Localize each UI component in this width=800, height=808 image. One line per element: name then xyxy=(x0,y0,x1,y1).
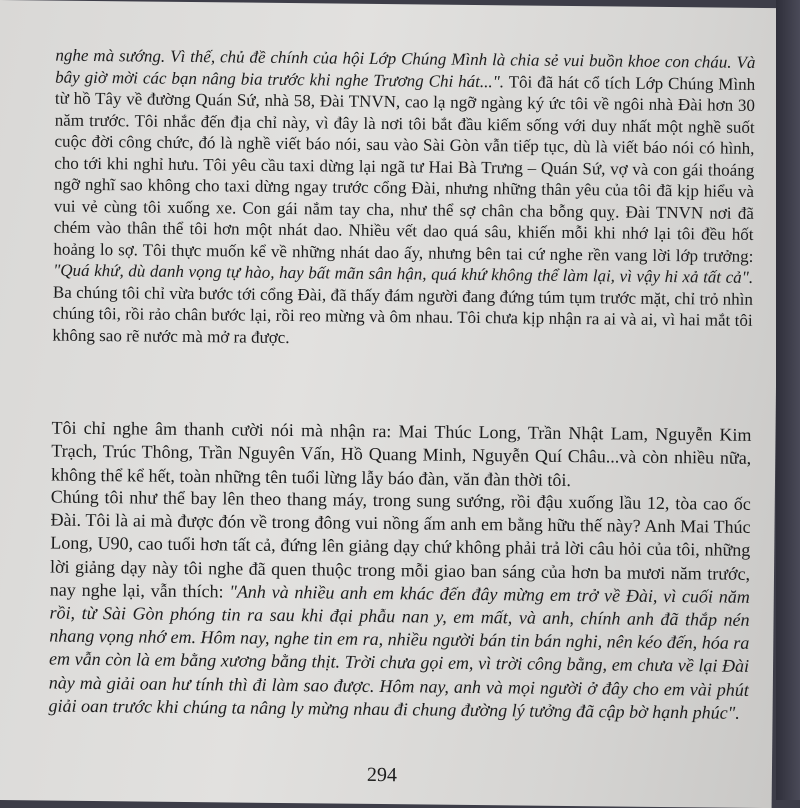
paragraph-3-body: Chúng tôi như thể bay lên theo thang máy, trong sung sướng, rồi đậu xuống lầu 12, tòa cao ốc Đài. Tôi là ai mà được đón về trong đông vui nồng ấm anh em bằng hữu thế này? Anh Mai Thúc Long, U90, cao tuổi hơn tất cả, đứng lên giảng dạy chứ không phải trả lời câu hỏi của tôi, những lời giảng dạy này tôi nghe đã quen thuộc trong mỗi giao ban sáng của hơn ba mươi năm trước, nay nghe lại, vẫn thích: xyxy=(49,486,751,602)
paragraph-1-body: Tôi đã hát cổ tích Lớp Chúng Mình từ hồ Tây về đường Quán Sứ, nhà 58, Đài TNVN, cao lạ ngỡ ngàng ký ức tôi về ngôi nhà Đài hơn 30 năm trước. Tôi nhắc đến địa chỉ này, vì đây là nơi tôi bắt đầu kiếm sống với duy nhất một nghề suốt cuộc đời công chức, đó là nghề viết báo nói, sau vào Sài Gòn vẫn tiếp tục, dù là viết báo nói có hình, cho tới khi nghỉ hưu. Tôi yêu cầu taxi dừng lại ngã tư Hai Bà Trưng – Quán Sứ, vợ và con gái thoáng ngỡ nghĩ sao không cho taxi dừng ngay trước cổng Đài, nhưng những thân yêu của tôi đã kịp hiểu và vui vẻ cùng tôi xuống xe. Con gái nắm tay cha, như thể sợ chân cha bỗng quỵ. Đài TNVN nơi đã chém vào thân thể tôi hơn một nhát dao. Nhiều vết dao quá sâu, khiến mỗi khi nhớ lại tôi đều hốt hoảng lo sợ. Tôi thực muốn kể về những nhát dao ấy, nhưng bên tai cứ nghe rền vang lời lớp trưởng: xyxy=(53,71,756,266)
paragraph-2: Tôi chỉ nghe âm thanh cười nói mà nhận ra: Mai Thúc Long, Trần Nhật Lam, Nguyễn Kim Trạch, Trúc Thông, Trần Nguyên Vấn, Hồ Quang Minh, Nguyễn Quí Châu...và còn nhiều nữa, không thể kể hết, toàn những tên tuổi lừng lẫy báo đàn, văn đàn thời tôi. xyxy=(50,417,752,490)
paragraph-3-quote: "Anh và nhiều anh em khác đến đây mừng em trở về Đài, vì cuối năm rồi, từ Sài Gòn phóng tin ra sau khi đại phẫu nan y, em mất, và anh, chính anh đã thắp nén nhang vọng nhớ em. Hôm nay, nghe tin em ra, nhiều người bán tin bán nghi, nên kéo đến, hóa ra em vẫn còn là em bằng xương bằng thịt. Trời chưa gọi em, vì trời công bằng, em chưa về lại Đài này mà giải oan hư tính thì đi làm sao được. Hôm nay, anh và mọi người ở đây cho em vài phút giải oan trước khi chúng ta nâng ly mừng nhau đi chung đường lý tưởng đã cập bờ hạnh phúc". xyxy=(48,581,750,723)
paragraph-1-ending: Ba chúng tôi chỉ vừa bước tới cổng Đài, đã thấy đám người đang đứng túm tụm trước mặt, chỉ trỏ nhìn chúng tôi, rồi rảo chân bước lại, rồi reo mừng và ôm nhau. Tôi chưa kịp nhận ra ai và ai, vì hai mắt tôi không sao rẽ nước mà mở ra được. xyxy=(52,282,754,347)
page-number: 294 xyxy=(366,763,398,787)
paragraph-1-quote: "Quá khứ, dù danh vọng tự hào, hay bất mãn sân hận, quá khứ không thể làm lại, vì vậy hi xả tất cả". xyxy=(53,260,754,287)
paragraph-1-italic-opening: nghe mà sướng. Vì thế, chủ đề chính của hội Lớp Chúng Mình là chia sẻ vui buồn khoe con cháu. Và bây giờ mời các bạn nâng bia trước khi nghe Trương Chi hát...". xyxy=(55,45,756,91)
paragraph-1 xyxy=(52,45,755,353)
page-edge-shadow xyxy=(776,0,800,800)
paragraph-3 xyxy=(48,486,750,725)
